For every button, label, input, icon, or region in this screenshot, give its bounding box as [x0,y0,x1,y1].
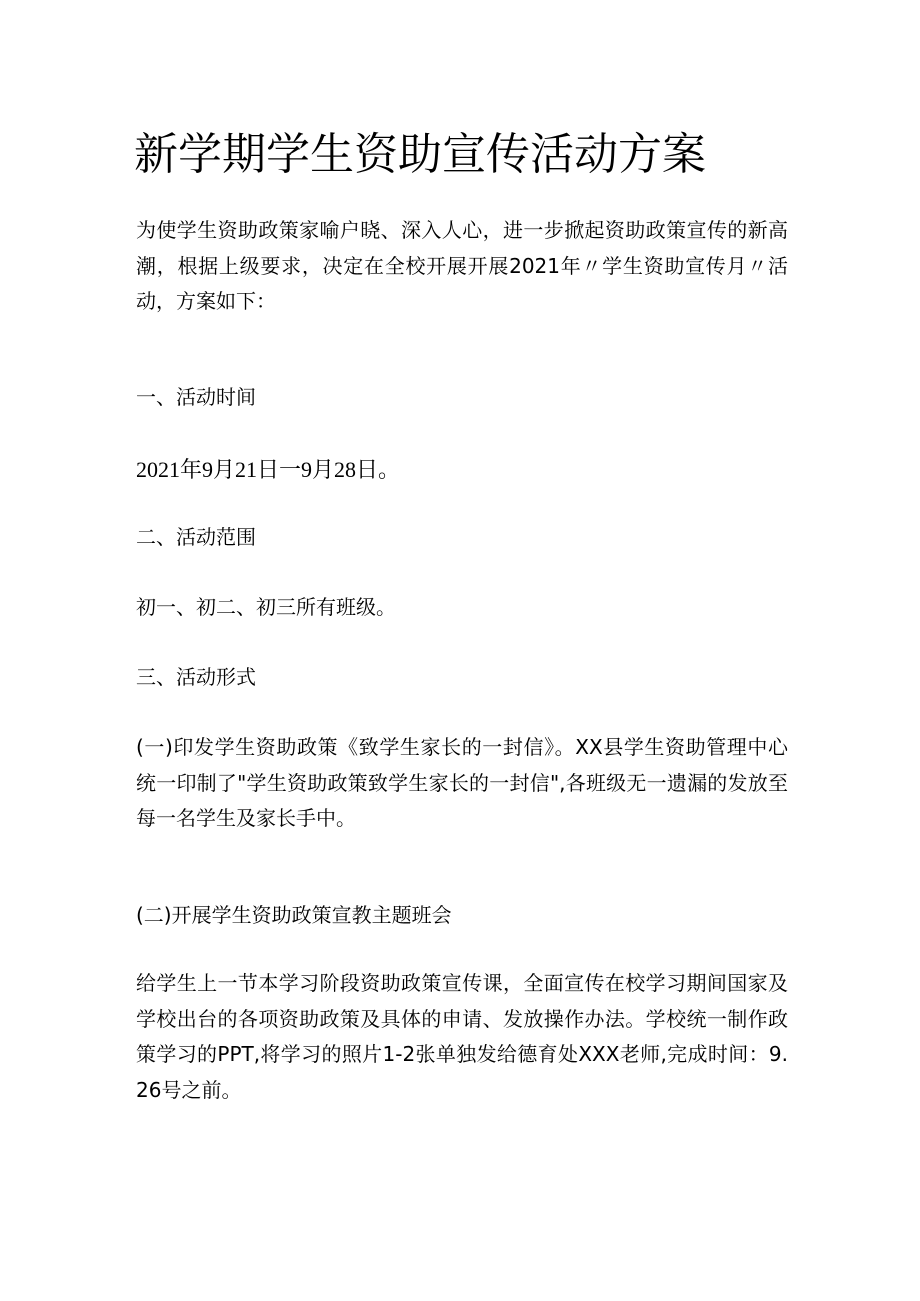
format-item-letter: (一)印发学生资助政策《致学生家长的一封信》。XX县学生资助管理中心统一印制了"学生资助政策致学生家长的一封信",各班级无一遗漏的发放至每一名学生及家长手中。 [136,735,788,830]
section-heading-time: 一、活动时间 [136,385,256,409]
intro-paragraph: 为使学生资助政策家喻户晓、深入人心，进一步掀起资助政策宣传的新高潮，根据上级要求，决定在全校开展开展2021年〃学生资助宣传月〃活动，方案如下： [136,218,788,313]
format-item-class-meeting-text: 给学生上一节本学习阶段资助政策宣传课，全面宣传在校学习期间国家及学校出台的各项资助政策及具体的申请、发放操作办法。学校统一制作政策学习的PPT,将学习的照片1-2张单独发给德育处XXX老师,完成时间：9.26号之前。 [136,971,788,1102]
section-heading-scope: 二、活动范围 [136,525,256,549]
format-item-class-meeting-heading: (二)开展学生资助政策宣教主题班会 [136,903,452,927]
page-title: 新学期学生资助宣传活动方案 [134,129,706,180]
section-heading-format: 三、活动形式 [136,665,256,689]
activity-scope-value: 初一、初二、初三所有班级。 [136,595,396,619]
activity-time-value: 2021年9月21日一9月28日。 [136,457,401,482]
